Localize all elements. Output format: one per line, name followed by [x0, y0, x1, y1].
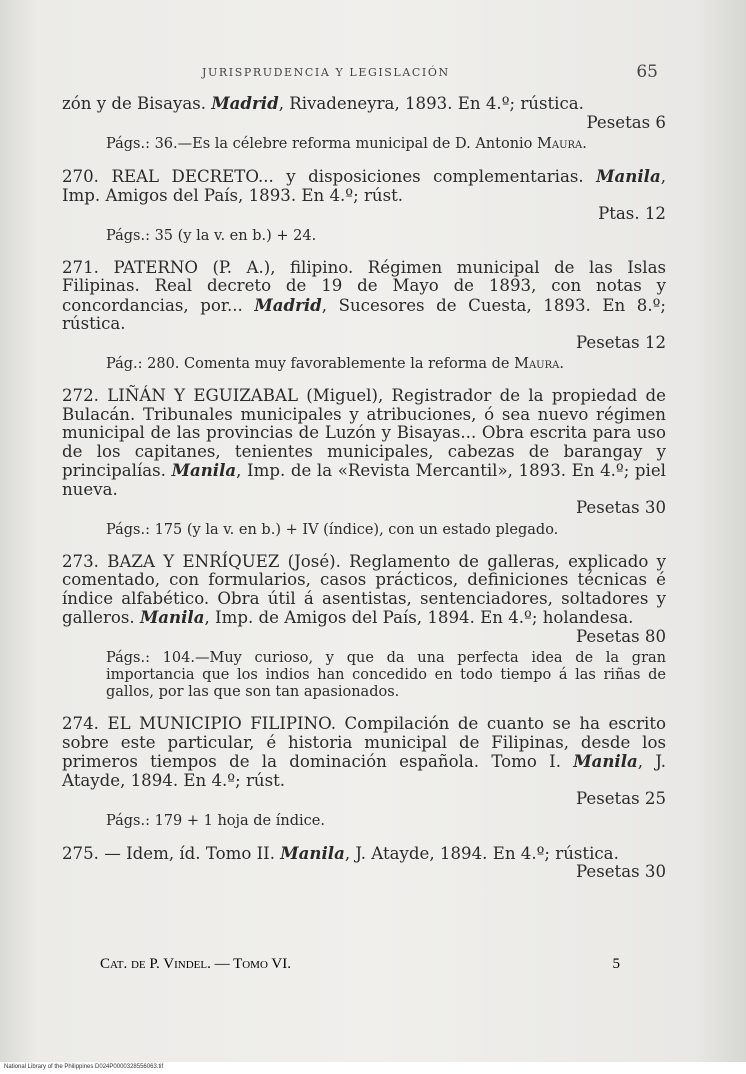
entry-place: Manila: [139, 607, 205, 627]
entry-note: [62, 356, 666, 373]
entry-number: 274.: [62, 714, 99, 733]
entry-275: [62, 844, 666, 882]
entry-number: 275.: [62, 843, 99, 863]
entry-price: Pesetas 12: [575, 332, 666, 352]
entry-text: LIÑÁN Y EGUIZABAL (Miguel), Registrador de la propiedad de Bulacán. Tribunales municipales y atribuciones, ó sea nuevo régimen municipal de las provincias de Luzón y Bisayas... Obra escrita para uso de los capitanes, tenientes municipales, cabezas de barangay y principalías.: [62, 386, 666, 480]
entry-text-rest: , J. Atayde, 1894. En 4.º; rúst.: [62, 752, 666, 790]
entry-place: Manila: [171, 460, 237, 480]
entry-text-rest: , Imp. Amigos del País, 1893. En 4.º; rúst.: [62, 167, 666, 205]
entry-continued: [62, 94, 666, 153]
entry-price: Pesetas 6: [586, 112, 666, 132]
entry-text: REAL DECRETO... y disposiciones complementarias.: [98, 167, 597, 186]
note-text: Pág.: 280. Comenta muy favorablemente la reforma de: [106, 356, 515, 372]
entry-text-rest: , Rivadeneyra, 1893. En 4.º; rústica.: [278, 94, 584, 113]
running-header: [62, 62, 666, 86]
entry-text-rest: , Sucesores de Cuesta, 1893. En 8.º; rústica.: [62, 295, 666, 333]
entry-text-rest: , Imp. de Amigos del País, 1894. En 4.º; holandesa.: [204, 608, 634, 627]
entry-text: EL MUNICIPIO FILIPINO. Compilación de cuanto se ha escrito sobre este particular, é historia municipal de Filipinas, desde los primeros tiempos de la dominación española. Tomo I.: [62, 714, 666, 771]
footer-text: Cat. de P. Vindel. — Tomo VI.: [100, 956, 291, 972]
entry-274: [62, 715, 666, 830]
entry-number: 270.: [62, 167, 99, 186]
entry-text-rest: , Imp. de la «Revista Mercantil», 1893. En 4.º; piel nueva.: [62, 461, 666, 499]
page-number: 65: [636, 62, 658, 82]
entry-price: Pesetas 30: [575, 862, 666, 881]
note-smallcaps: Maura: [537, 136, 583, 152]
entry-text: — Idem, íd. Tomo II.: [98, 843, 281, 863]
entry-place: Madrid: [254, 294, 322, 315]
note-end: .: [559, 356, 564, 372]
entry-271: [62, 259, 666, 374]
catalog-page: [62, 62, 666, 882]
note-text: Págs.: 36.—Es la célebre reforma municipal de D. Antonio: [106, 136, 538, 152]
entry-note: Págs.: 175 (y la v. en b.) + IV (índice), con un estado plegado.: [106, 521, 559, 538]
header-title: JURISPRUDENCIA Y LEGISLACIÓN: [202, 66, 450, 79]
scan-credit: National Library of the Philippines D024P0000328556063.tif: [4, 1064, 164, 1070]
entry-text: zón y de Bisayas.: [62, 94, 212, 113]
entry-273: [62, 553, 666, 702]
note-end: .: [582, 136, 587, 152]
entry-note: [62, 136, 666, 153]
page-footer: [100, 956, 620, 973]
entry-price: Pesetas 80: [575, 626, 666, 646]
entry-number: 271.: [62, 257, 99, 277]
entry-270: [62, 167, 666, 245]
entry-text: PATERNO (P. A.), filipino. Régimen municipal de las Islas Filipinas. Real decreto de 19 de Mayo de 1893, con notas y concordancias, por...: [62, 257, 666, 315]
entry-price: Pesetas 25: [575, 789, 666, 808]
signature-mark: 5: [612, 956, 620, 972]
entry-note: Págs.: 179 + 1 hoja de índice.: [106, 812, 325, 829]
entry-price: Ptas. 12: [598, 204, 666, 223]
entry-number: 273.: [62, 551, 99, 571]
entry-272: [62, 387, 666, 539]
entry-place: Manila: [280, 842, 345, 863]
entry-place: Manila: [596, 166, 661, 186]
entry-place: Madrid: [211, 93, 279, 113]
entry-number: 272.: [62, 386, 99, 405]
entry-text-rest: , J. Atayde, 1894. En 4.º; rústica.: [344, 843, 619, 863]
entry-note: Págs.: 104.—Muy curioso, y que da una perfecta idea de la gran importancia que los indios han concedido en todo tiempo á las riñas de gallos, por las que son tan apasionados.: [106, 650, 666, 700]
entry-place: Manila: [573, 751, 638, 771]
entry-note: Págs.: 35 (y la v. en b.) + 24.: [106, 227, 317, 244]
entry-price: Pesetas 30: [575, 498, 666, 517]
note-smallcaps: Maura: [514, 356, 560, 372]
entry-text: BAZA Y ENRÍQUEZ (José). Reglamento de galleras, explicado y comentado, con formularios, casos prácticos, definiciones técnicas é índice alfabético. Obra útil á asentistas, sentenciadores, soltadores y galleros.: [62, 551, 666, 627]
catalog-body: [62, 94, 666, 882]
